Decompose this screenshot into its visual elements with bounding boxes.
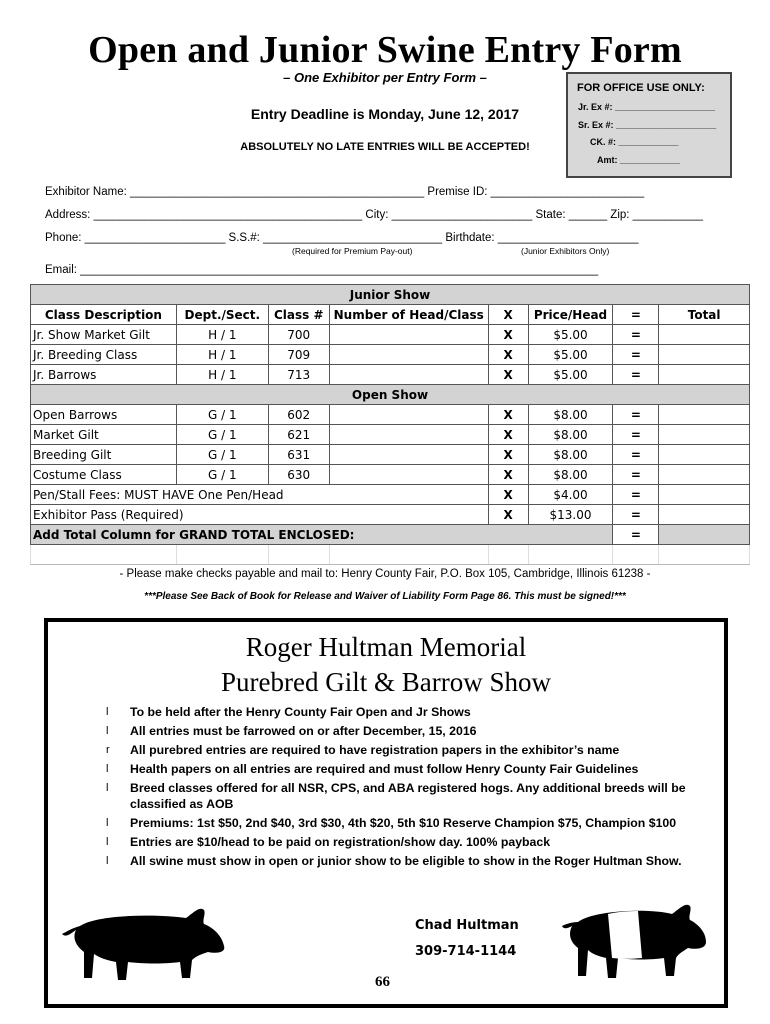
- table-row: [31, 345, 750, 365]
- class-number: 602: [268, 405, 329, 425]
- open-show-header-row: [31, 385, 750, 405]
- equals-sign: =: [613, 525, 659, 545]
- equals-sign: =: [613, 405, 659, 425]
- total-input[interactable]: [659, 425, 750, 445]
- list-item-text: To be held after the Henry County Fair Open and Jr Shows: [130, 705, 471, 719]
- times-sign: X: [488, 485, 528, 505]
- dept-sect: G / 1: [176, 465, 268, 485]
- blank-cell: [659, 545, 750, 565]
- open-show-header: Open Show: [31, 385, 750, 405]
- number-of-head-input[interactable]: [329, 345, 488, 365]
- col-price-head: Price/Head: [528, 305, 613, 325]
- class-description: Costume Class: [31, 465, 177, 485]
- list-item: [106, 723, 726, 739]
- grand-total-row: [31, 525, 750, 545]
- list-item-text: Premiums: 1st $50, 2nd $40, 3rd $30, 4th $20, 5th $10 Reserve Champion $75, Champion $100: [130, 816, 677, 830]
- class-description: Market Gilt: [31, 425, 177, 445]
- office-jr-ex: Jr. Ex #: ____________________: [578, 102, 716, 112]
- list-item-text: All entries must be farrowed on or after December, 15, 2016: [130, 724, 477, 738]
- form-subtitle: – One Exhibitor per Entry Form –: [283, 70, 487, 85]
- belted-pig-icon: [560, 896, 710, 984]
- bullet-icon: l: [106, 836, 109, 848]
- number-of-head-input[interactable]: [329, 365, 488, 385]
- list-item: [106, 704, 726, 720]
- dept-sect: H / 1: [176, 365, 268, 385]
- entry-deadline: Entry Deadline is Monday, June 12, 2017: [250, 106, 520, 122]
- class-description: Jr. Show Market Gilt: [31, 325, 177, 345]
- times-sign: X: [488, 365, 528, 385]
- list-item: [106, 780, 726, 812]
- office-use-box: [566, 72, 732, 178]
- pen-stall-fees: Pen/Stall Fees: MUST HAVE One Pen/Head: [31, 485, 489, 505]
- bullet-icon: l: [106, 817, 109, 829]
- times-sign: X: [488, 505, 528, 525]
- bullet-icon: l: [106, 706, 109, 718]
- dept-sect: G / 1: [176, 405, 268, 425]
- price-per-head: $8.00: [528, 445, 613, 465]
- waiver-note: ***Please See Back of Book for Release and Waiver of Liability Form Page 86. This must be signed!***: [144, 591, 626, 602]
- contact-phone: 309-714-1144: [415, 944, 517, 959]
- col-x: X: [488, 305, 528, 325]
- class-number: 630: [268, 465, 329, 485]
- junior-show-header-row: [31, 285, 750, 305]
- class-description: Jr. Breeding Class: [31, 345, 177, 365]
- grand-total-input[interactable]: [659, 525, 750, 545]
- col-class-number: Class #: [268, 305, 329, 325]
- table-row: [31, 365, 750, 385]
- bullet-icon: l: [106, 725, 109, 737]
- col-number-of-head: Number of Head/Class: [329, 305, 488, 325]
- dept-sect: G / 1: [176, 445, 268, 465]
- class-description: Jr. Barrows: [31, 365, 177, 385]
- equals-sign: =: [613, 445, 659, 465]
- email-field[interactable]: Email: _________________________________________________________________________________: [45, 264, 599, 276]
- no-late-entries-notice: ABSOLUTELY NO LATE ENTRIES WILL BE ACCEPTED!: [240, 141, 530, 153]
- list-item-text: All purebred entries are required to have registration papers in the exhibitor’s name: [130, 743, 620, 757]
- table-row: [31, 425, 750, 445]
- price-per-head: $13.00: [528, 505, 613, 525]
- list-item-text: Breed classes offered for all NSR, CPS, and ABA registered hogs. Any additional breeds will be classified as AOB: [130, 781, 686, 811]
- class-description: Open Barrows: [31, 405, 177, 425]
- equals-sign: =: [613, 325, 659, 345]
- exhibitor-pass: Exhibitor Pass (Required): [31, 505, 489, 525]
- total-input[interactable]: [659, 365, 750, 385]
- price-per-head: $8.00: [528, 425, 613, 445]
- list-item: [106, 834, 726, 850]
- price-per-head: $4.00: [528, 485, 613, 505]
- bullet-icon: r: [106, 744, 110, 756]
- list-item: [106, 815, 726, 831]
- total-input[interactable]: [659, 405, 750, 425]
- table-row: [31, 465, 750, 485]
- grand-total-label: Add Total Column for GRAND TOTAL ENCLOSED:: [31, 525, 613, 545]
- memorial-title-line1: Roger Hultman Memorial: [245, 632, 527, 662]
- col-dept-sect: Dept./Sect.: [176, 305, 268, 325]
- table-row: [31, 505, 750, 525]
- blank-cell: [528, 545, 613, 565]
- table-row: [31, 445, 750, 465]
- class-number: 713: [268, 365, 329, 385]
- office-amt: Amt: ____________: [597, 155, 681, 165]
- equals-sign: =: [613, 345, 659, 365]
- price-per-head: $5.00: [528, 325, 613, 345]
- number-of-head-input[interactable]: [329, 465, 488, 485]
- blank-cell: [31, 545, 177, 565]
- blank-cell: [329, 545, 488, 565]
- list-item-text: Entries are $10/head to be paid on registration/show day. 100% payback: [130, 835, 551, 849]
- total-input[interactable]: [659, 465, 750, 485]
- exhibitor-name-field[interactable]: Exhibitor Name: ______________________________________________ Premise ID: ________________________: [45, 186, 645, 198]
- col-equals: =: [613, 305, 659, 325]
- birthdate-note: (Junior Exhibitors Only): [521, 246, 610, 256]
- list-item: [106, 761, 726, 777]
- dept-sect: G / 1: [176, 425, 268, 445]
- total-input[interactable]: [659, 325, 750, 345]
- times-sign: X: [488, 425, 528, 445]
- bullet-icon: l: [106, 782, 109, 794]
- times-sign: X: [488, 405, 528, 425]
- price-per-head: $5.00: [528, 365, 613, 385]
- class-number: 700: [268, 325, 329, 345]
- price-per-head: $5.00: [528, 345, 613, 365]
- black-pig-icon: [58, 904, 230, 986]
- bullet-icon: l: [106, 855, 109, 867]
- office-sr-ex: Sr. Ex #: ____________________: [578, 120, 717, 130]
- times-sign: X: [488, 345, 528, 365]
- times-sign: X: [488, 465, 528, 485]
- total-input[interactable]: [659, 445, 750, 465]
- blank-cell: [268, 545, 329, 565]
- col-class-description: Class Description: [31, 305, 177, 325]
- number-of-head-input[interactable]: [329, 445, 488, 465]
- equals-sign: =: [613, 465, 659, 485]
- total-input[interactable]: [659, 505, 750, 525]
- blank-cell: [176, 545, 268, 565]
- times-sign: X: [488, 445, 528, 465]
- table-row: [31, 325, 750, 345]
- class-number: 621: [268, 425, 329, 445]
- times-sign: X: [488, 325, 528, 345]
- number-of-head-input[interactable]: [329, 405, 488, 425]
- class-number: 709: [268, 345, 329, 365]
- bullet-icon: l: [106, 763, 109, 775]
- equals-sign: =: [613, 365, 659, 385]
- address-field[interactable]: Address: __________________________________________ City: ______________________ State: ______ Zip: ___________: [45, 209, 704, 221]
- phone-field[interactable]: Phone: ______________________ S.S.#: ____________________________ Birthdate: ______________________: [45, 232, 639, 244]
- total-input[interactable]: [659, 345, 750, 365]
- price-per-head: $8.00: [528, 405, 613, 425]
- col-total: Total: [659, 305, 750, 325]
- list-item: [106, 742, 726, 758]
- list-item-text: Health papers on all entries are required and must follow Henry County Fair Guidelines: [130, 762, 639, 776]
- number-of-head-input[interactable]: [329, 325, 488, 345]
- list-item: [106, 853, 726, 869]
- class-description: Breeding Gilt: [31, 445, 177, 465]
- blank-cell: [613, 545, 659, 565]
- number-of-head-input[interactable]: [329, 425, 488, 445]
- blank-cell: [488, 545, 528, 565]
- table-row: [31, 405, 750, 425]
- junior-show-header: Junior Show: [31, 285, 750, 305]
- form-title: Open and Junior Swine Entry Form: [88, 29, 682, 71]
- page-number: 66: [375, 974, 390, 990]
- total-input[interactable]: [659, 485, 750, 505]
- blank-row: [31, 545, 750, 565]
- office-use-heading: FOR OFFICE USE ONLY:: [577, 82, 705, 94]
- entry-table: [30, 284, 750, 565]
- memorial-title-line2: Purebred Gilt & Barrow Show: [221, 667, 551, 697]
- payable-note: - Please make checks payable and mail to: Henry County Fair, P.O. Box 105, Cambridge, Illinois 61238 -: [119, 568, 651, 580]
- equals-sign: =: [613, 485, 659, 505]
- class-number: 631: [268, 445, 329, 465]
- price-per-head: $8.00: [528, 465, 613, 485]
- equals-sign: =: [613, 505, 659, 525]
- equals-sign: =: [613, 425, 659, 445]
- dept-sect: H / 1: [176, 325, 268, 345]
- contact-name: Chad Hultman: [415, 918, 519, 933]
- office-ck: CK. #: ____________: [590, 137, 679, 147]
- memorial-rules-list: [106, 704, 726, 872]
- ss-note: (Required for Premium Pay-out): [292, 246, 413, 256]
- dept-sect: H / 1: [176, 345, 268, 365]
- list-item-text: All swine must show in open or junior show to be eligible to show in the Roger Hultman Show.: [130, 854, 682, 868]
- column-header-row: [31, 305, 750, 325]
- table-row: [31, 485, 750, 505]
